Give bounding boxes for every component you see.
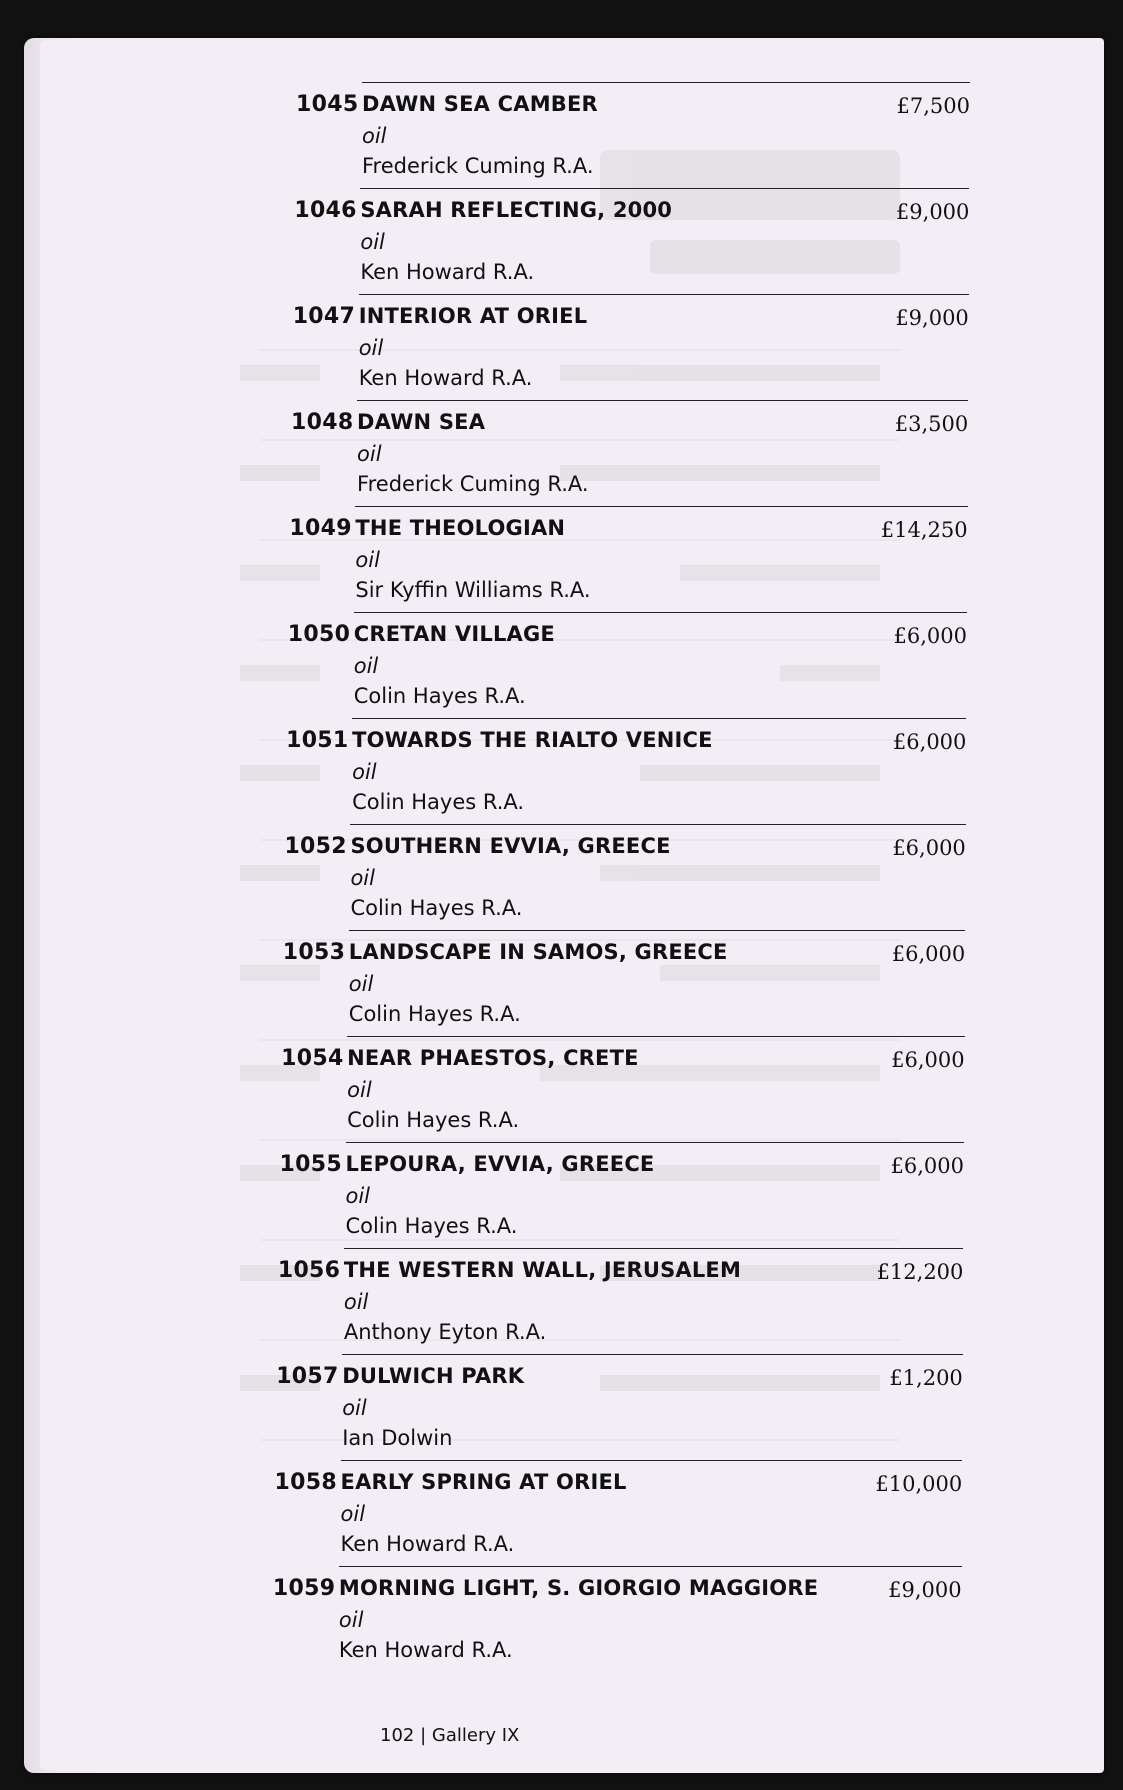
lot-number: 1050 (287, 622, 351, 647)
lot-number: 1049 (289, 516, 352, 541)
lot-number: 1052 (284, 834, 347, 859)
artist-name: Colin Hayes R.A. (352, 790, 525, 814)
artwork-price: £9,000 (888, 1578, 962, 1602)
artwork-price: £14,250 (880, 518, 968, 542)
artist-name: Ken Howard R.A. (338, 1638, 513, 1662)
artwork-medium: oil (342, 1396, 367, 1420)
artwork-price: £6,000 (892, 730, 967, 754)
lot-number: 1057 (276, 1364, 339, 1389)
artwork-medium: oil (350, 866, 375, 890)
artist-name: Frederick Cuming R.A. (357, 472, 589, 496)
artwork-medium: oil (343, 1290, 369, 1314)
lot-number: 1055 (279, 1152, 342, 1177)
artist-name: Ken Howard R.A. (340, 1532, 515, 1556)
artist-name: Colin Hayes R.A. (348, 1002, 521, 1026)
artwork-price: £6,000 (892, 836, 966, 860)
artwork-price: £1,200 (889, 1366, 963, 1390)
entry-rule (360, 188, 969, 189)
artwork-title: LEPOURA, EVVIA, GREECE (345, 1152, 655, 1176)
artist-name: Colin Hayes R.A. (353, 684, 526, 708)
artwork-medium: oil (338, 1608, 364, 1632)
artwork-title: INTERIOR AT ORIEL (358, 304, 588, 328)
artwork-medium: oil (357, 442, 382, 466)
artist-name: Frederick Cuming R.A. (362, 154, 594, 178)
catalogue-page (40, 40, 1100, 1770)
artwork-medium: oil (360, 230, 385, 254)
entry-rule (349, 930, 965, 931)
artist-name: Colin Hayes R.A. (345, 1214, 518, 1238)
lot-number: 1053 (282, 940, 346, 965)
section-name: Gallery IX (431, 1725, 520, 1746)
artwork-medium: oil (348, 972, 374, 996)
lot-number: 1047 (292, 304, 356, 329)
artwork-price: £7,500 (896, 94, 970, 118)
page-number: 102 (380, 1725, 415, 1746)
entry-rule (341, 1460, 963, 1461)
entry-rule (357, 400, 968, 401)
artwork-medium: oil (355, 548, 380, 572)
artist-name: Ken Howard R.A. (360, 260, 535, 284)
lot-number: 1059 (272, 1576, 336, 1601)
entry-rule (339, 1566, 962, 1567)
entry-rule (347, 1036, 964, 1037)
entry-rule (355, 506, 967, 507)
artist-name: Colin Hayes R.A. (350, 896, 523, 920)
artwork-price: £9,000 (895, 200, 970, 224)
artwork-medium: oil (347, 1078, 372, 1102)
artwork-title: SARAH REFLECTING, 2000 (360, 198, 673, 222)
lot-number: 1054 (281, 1046, 344, 1071)
lot-number: 1058 (274, 1470, 337, 1495)
artwork-medium: oil (345, 1184, 371, 1208)
entry-rule (362, 82, 970, 83)
lot-number: 1048 (291, 410, 354, 435)
artwork-title: EARLY SPRING AT ORIEL (340, 1470, 627, 1494)
artwork-medium: oil (353, 654, 379, 678)
entry-rule (344, 1248, 964, 1249)
entry-rule (342, 1354, 963, 1355)
lot-number: 1056 (277, 1258, 341, 1283)
entry-rule (354, 612, 967, 613)
lot-number: 1051 (286, 728, 349, 753)
entry-rule (346, 1142, 965, 1143)
artist-name: Colin Hayes R.A. (347, 1108, 520, 1132)
artwork-price: £6,000 (893, 624, 967, 648)
artwork-medium: oil (340, 1502, 366, 1526)
artist-name: Anthony Eyton R.A. (343, 1320, 547, 1344)
artwork-price: £6,000 (890, 1154, 964, 1178)
show-through-reverse-page (40, 40, 1100, 1770)
page-footer (380, 1725, 519, 1746)
artwork-medium: oil (352, 760, 377, 784)
lot-number: 1046 (294, 198, 357, 223)
artwork-title: CRETAN VILLAGE (353, 622, 555, 646)
artwork-title: LANDSCAPE IN SAMOS, GREECE (348, 940, 728, 964)
artwork-medium: oil (362, 124, 387, 148)
lot-number: 1045 (296, 92, 359, 117)
entry-rule (352, 718, 966, 719)
footer-separator: | (420, 1725, 427, 1746)
artwork-price: £10,000 (875, 1472, 963, 1496)
artwork-price: £9,000 (895, 306, 969, 330)
artwork-title: THE WESTERN WALL, JERUSALEM (343, 1258, 742, 1282)
artwork-medium: oil (358, 336, 384, 360)
artwork-title: TOWARDS THE RIALTO VENICE (352, 728, 713, 752)
artwork-price: £3,500 (894, 412, 969, 436)
artist-name: Ian Dolwin (342, 1426, 453, 1450)
artwork-title: MORNING LIGHT, S. GIORGIO MAGGIORE (338, 1576, 819, 1600)
artist-name: Sir Kyffin Williams R.A. (355, 578, 591, 602)
artwork-price: £6,000 (891, 1048, 965, 1072)
artwork-title: THE THEOLOGIAN (355, 516, 566, 540)
artwork-title: DULWICH PARK (342, 1364, 525, 1388)
artwork-title: DAWN SEA (357, 410, 486, 434)
artwork-price: £12,200 (876, 1260, 964, 1284)
artist-name: Ken Howard R.A. (358, 366, 533, 390)
artwork-price: £6,000 (891, 942, 966, 966)
artwork-title: DAWN SEA CAMBER (362, 92, 598, 116)
artwork-title: SOUTHERN EVVIA, GREECE (350, 834, 671, 858)
entry-rule (359, 294, 969, 295)
entry-rule (350, 824, 965, 825)
artwork-title: NEAR PHAESTOS, CRETE (347, 1046, 639, 1070)
